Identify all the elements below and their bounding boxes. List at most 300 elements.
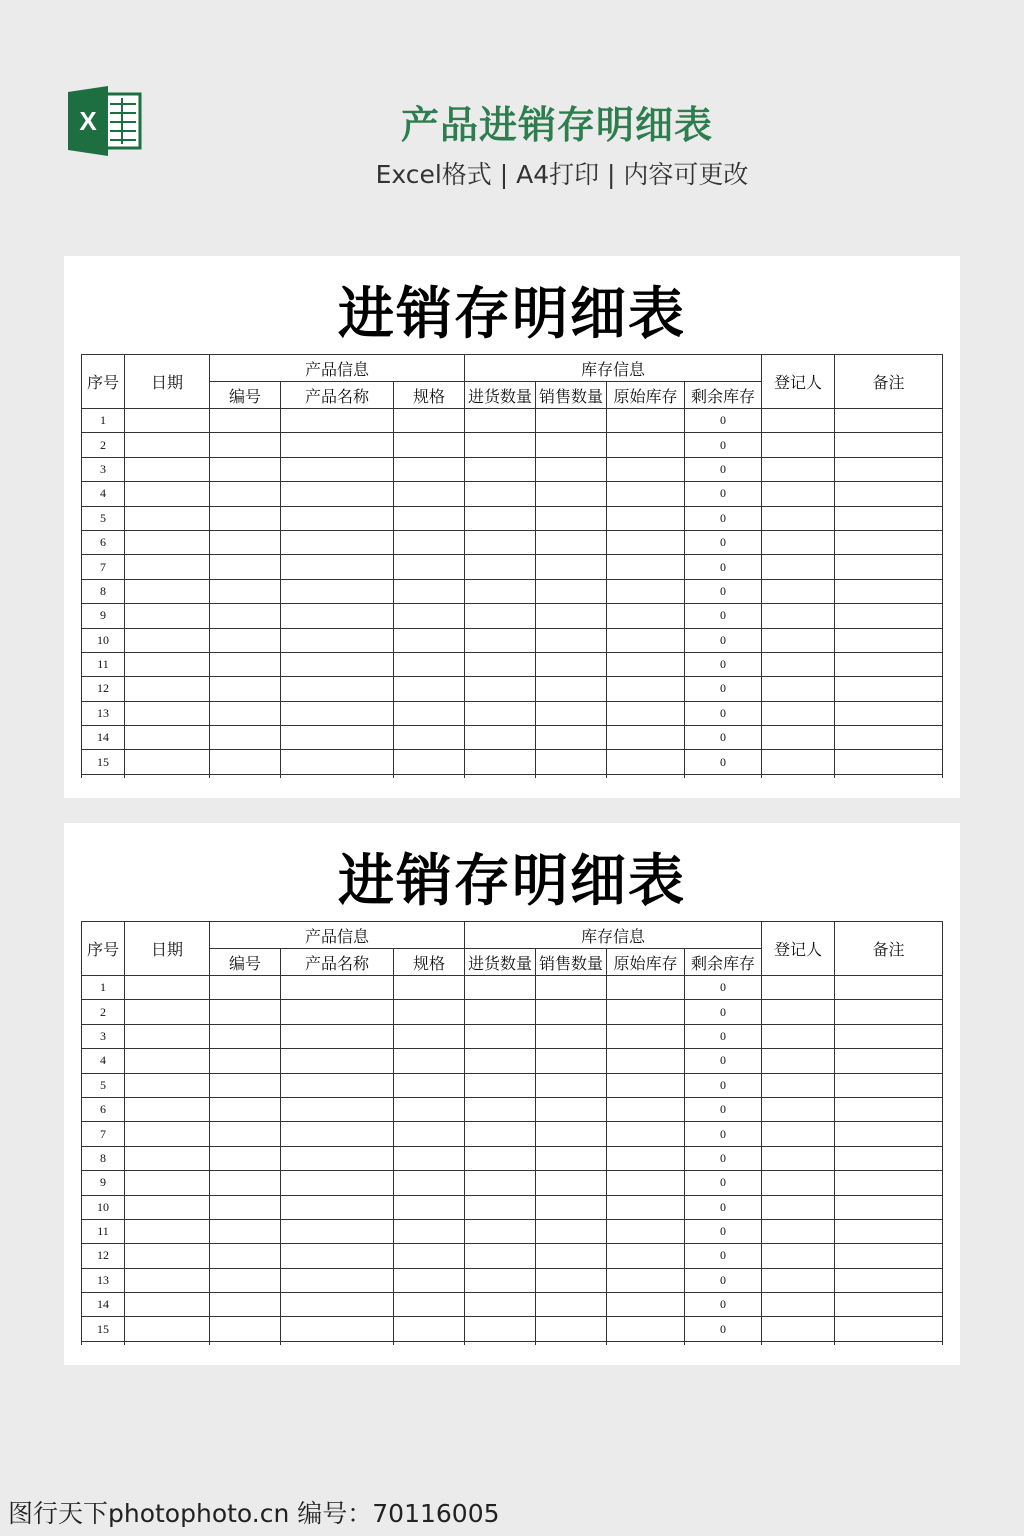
table-cell[interactable] bbox=[762, 701, 835, 725]
table-cell[interactable] bbox=[210, 457, 281, 481]
table-cell[interactable] bbox=[281, 482, 394, 506]
table-cell[interactable] bbox=[762, 530, 835, 554]
cell-remain-stock[interactable]: 0 bbox=[685, 1049, 762, 1073]
table-cell[interactable] bbox=[762, 457, 835, 481]
table-cell[interactable] bbox=[762, 750, 835, 774]
cell-seq[interactable]: 12 bbox=[82, 677, 125, 701]
cell-seq[interactable]: 14 bbox=[82, 726, 125, 750]
table-cell[interactable] bbox=[762, 1049, 835, 1073]
table-cell[interactable] bbox=[394, 482, 465, 506]
table-cell[interactable] bbox=[394, 1195, 465, 1219]
table-cell[interactable] bbox=[210, 409, 281, 433]
table-cell[interactable] bbox=[210, 701, 281, 725]
cell-seq[interactable]: 8 bbox=[82, 1146, 125, 1170]
table-cell[interactable] bbox=[762, 1219, 835, 1243]
table-cell[interactable] bbox=[762, 726, 835, 750]
cell-seq[interactable]: 2 bbox=[82, 433, 125, 457]
table-cell[interactable] bbox=[125, 701, 210, 725]
table-cell[interactable] bbox=[835, 457, 943, 481]
cell-seq[interactable]: 11 bbox=[82, 1219, 125, 1243]
table-cell[interactable] bbox=[394, 1097, 465, 1121]
table-cell[interactable] bbox=[465, 1317, 536, 1341]
table-cell[interactable] bbox=[125, 750, 210, 774]
table-cell[interactable] bbox=[394, 1146, 465, 1170]
table-cell[interactable] bbox=[762, 482, 835, 506]
cell-seq[interactable]: 2 bbox=[82, 1000, 125, 1024]
table-cell[interactable] bbox=[125, 1171, 210, 1195]
table-cell[interactable] bbox=[465, 976, 536, 1000]
table-cell[interactable] bbox=[281, 579, 394, 603]
table-cell[interactable] bbox=[536, 482, 607, 506]
table-cell[interactable] bbox=[465, 604, 536, 628]
cell-seq[interactable]: 13 bbox=[82, 1268, 125, 1292]
table-cell[interactable] bbox=[762, 1000, 835, 1024]
table-cell[interactable] bbox=[762, 409, 835, 433]
cell-remain-stock[interactable]: 0 bbox=[685, 750, 762, 774]
table-cell[interactable] bbox=[536, 1195, 607, 1219]
table-cell[interactable] bbox=[762, 1073, 835, 1097]
table-cell[interactable] bbox=[210, 482, 281, 506]
table-cell[interactable] bbox=[536, 1049, 607, 1073]
table-cell[interactable] bbox=[607, 555, 685, 579]
table-cell[interactable] bbox=[607, 1146, 685, 1170]
table-cell[interactable] bbox=[281, 726, 394, 750]
table-cell[interactable] bbox=[762, 555, 835, 579]
table-cell[interactable] bbox=[465, 433, 536, 457]
table-cell[interactable] bbox=[210, 677, 281, 701]
table-cell[interactable] bbox=[394, 1293, 465, 1317]
cell-remain-stock[interactable]: 0 bbox=[685, 1000, 762, 1024]
cell-remain-stock[interactable]: 0 bbox=[685, 1073, 762, 1097]
table-cell[interactable] bbox=[210, 604, 281, 628]
table-cell[interactable] bbox=[465, 457, 536, 481]
table-cell[interactable] bbox=[762, 1268, 835, 1292]
cell-remain-stock[interactable]: 0 bbox=[685, 1146, 762, 1170]
table-cell[interactable] bbox=[281, 604, 394, 628]
cell-remain-stock[interactable]: 0 bbox=[685, 506, 762, 530]
table-cell[interactable] bbox=[465, 1195, 536, 1219]
table-cell[interactable] bbox=[394, 1244, 465, 1268]
table-cell[interactable] bbox=[835, 579, 943, 603]
table-cell[interactable] bbox=[536, 506, 607, 530]
table-cell[interactable] bbox=[394, 579, 465, 603]
table-cell[interactable] bbox=[125, 1073, 210, 1097]
table-cell[interactable] bbox=[394, 604, 465, 628]
cell-seq[interactable]: 3 bbox=[82, 1024, 125, 1048]
table-cell[interactable] bbox=[281, 433, 394, 457]
table-cell[interactable] bbox=[762, 579, 835, 603]
table-cell[interactable] bbox=[125, 1122, 210, 1146]
table-cell[interactable] bbox=[210, 1024, 281, 1048]
table-cell[interactable] bbox=[465, 482, 536, 506]
table-cell[interactable] bbox=[210, 976, 281, 1000]
table-cell[interactable] bbox=[835, 677, 943, 701]
table-cell[interactable] bbox=[281, 677, 394, 701]
table-cell[interactable] bbox=[394, 1073, 465, 1097]
table-cell[interactable] bbox=[465, 1073, 536, 1097]
table-cell[interactable] bbox=[607, 1122, 685, 1146]
table-cell[interactable] bbox=[835, 1293, 943, 1317]
table-cell[interactable] bbox=[465, 555, 536, 579]
table-cell[interactable] bbox=[281, 1268, 394, 1292]
table-cell[interactable] bbox=[125, 1146, 210, 1170]
table-cell[interactable] bbox=[607, 628, 685, 652]
table-cell[interactable] bbox=[536, 750, 607, 774]
cell-remain-stock[interactable]: 0 bbox=[685, 1097, 762, 1121]
table-cell[interactable] bbox=[281, 1000, 394, 1024]
table-cell[interactable] bbox=[536, 1268, 607, 1292]
table-cell[interactable] bbox=[465, 726, 536, 750]
table-cell[interactable] bbox=[835, 506, 943, 530]
table-cell[interactable] bbox=[210, 750, 281, 774]
table-cell[interactable] bbox=[394, 1317, 465, 1341]
table-cell[interactable] bbox=[536, 555, 607, 579]
table-cell[interactable] bbox=[465, 506, 536, 530]
table-cell[interactable] bbox=[125, 604, 210, 628]
cell-remain-stock[interactable]: 0 bbox=[685, 433, 762, 457]
table-cell[interactable] bbox=[281, 1097, 394, 1121]
table-cell[interactable] bbox=[536, 1171, 607, 1195]
cell-seq[interactable]: 1 bbox=[82, 976, 125, 1000]
cell-remain-stock[interactable]: 0 bbox=[685, 976, 762, 1000]
cell-seq[interactable]: 15 bbox=[82, 1317, 125, 1341]
table-cell[interactable] bbox=[465, 1024, 536, 1048]
table-cell[interactable] bbox=[125, 482, 210, 506]
table-cell[interactable] bbox=[536, 1097, 607, 1121]
table-cell[interactable] bbox=[465, 1122, 536, 1146]
cell-remain-stock[interactable]: 0 bbox=[685, 555, 762, 579]
table-cell[interactable] bbox=[125, 579, 210, 603]
table-cell[interactable] bbox=[125, 677, 210, 701]
table-cell[interactable] bbox=[125, 628, 210, 652]
table-cell[interactable] bbox=[210, 1073, 281, 1097]
table-cell[interactable] bbox=[835, 976, 943, 1000]
table-cell[interactable] bbox=[281, 1171, 394, 1195]
table-cell[interactable] bbox=[210, 506, 281, 530]
table-cell[interactable] bbox=[835, 726, 943, 750]
table-cell[interactable] bbox=[125, 1293, 210, 1317]
table-cell[interactable] bbox=[210, 1317, 281, 1341]
table-cell[interactable] bbox=[394, 530, 465, 554]
table-cell[interactable] bbox=[835, 1268, 943, 1292]
table-cell[interactable] bbox=[465, 1049, 536, 1073]
cell-seq[interactable]: 10 bbox=[82, 1195, 125, 1219]
table-cell[interactable] bbox=[394, 457, 465, 481]
cell-remain-stock[interactable]: 0 bbox=[685, 701, 762, 725]
table-cell[interactable] bbox=[607, 976, 685, 1000]
table-cell[interactable] bbox=[607, 652, 685, 676]
table-cell[interactable] bbox=[762, 1317, 835, 1341]
table-cell[interactable] bbox=[210, 1293, 281, 1317]
table-cell[interactable] bbox=[210, 1244, 281, 1268]
table-cell[interactable] bbox=[835, 750, 943, 774]
cell-remain-stock[interactable]: 0 bbox=[685, 457, 762, 481]
table-cell[interactable] bbox=[394, 555, 465, 579]
table-cell[interactable] bbox=[125, 506, 210, 530]
table-cell[interactable] bbox=[394, 677, 465, 701]
cell-remain-stock[interactable]: 0 bbox=[685, 604, 762, 628]
table-cell[interactable] bbox=[465, 628, 536, 652]
table-cell[interactable] bbox=[762, 604, 835, 628]
table-cell[interactable] bbox=[125, 1268, 210, 1292]
cell-seq[interactable]: 10 bbox=[82, 628, 125, 652]
table-cell[interactable] bbox=[762, 976, 835, 1000]
table-cell[interactable] bbox=[607, 530, 685, 554]
table-cell[interactable] bbox=[536, 1146, 607, 1170]
table-cell[interactable] bbox=[536, 1122, 607, 1146]
table-cell[interactable] bbox=[536, 433, 607, 457]
cell-remain-stock[interactable]: 0 bbox=[685, 482, 762, 506]
table-cell[interactable] bbox=[281, 1049, 394, 1073]
table-cell[interactable] bbox=[536, 1293, 607, 1317]
table-cell[interactable] bbox=[536, 1317, 607, 1341]
table-cell[interactable] bbox=[607, 409, 685, 433]
table-cell[interactable] bbox=[281, 1122, 394, 1146]
table-cell[interactable] bbox=[762, 1146, 835, 1170]
table-cell[interactable] bbox=[125, 1195, 210, 1219]
cell-seq[interactable]: 15 bbox=[82, 750, 125, 774]
cell-seq[interactable]: 12 bbox=[82, 1244, 125, 1268]
table-cell[interactable] bbox=[394, 726, 465, 750]
table-cell[interactable] bbox=[536, 604, 607, 628]
table-cell[interactable] bbox=[465, 1268, 536, 1292]
cell-seq[interactable]: 3 bbox=[82, 457, 125, 481]
table-cell[interactable] bbox=[465, 409, 536, 433]
table-cell[interactable] bbox=[762, 1171, 835, 1195]
table-cell[interactable] bbox=[536, 1073, 607, 1097]
table-cell[interactable] bbox=[210, 652, 281, 676]
table-cell[interactable] bbox=[281, 652, 394, 676]
table-cell[interactable] bbox=[125, 1219, 210, 1243]
cell-remain-stock[interactable]: 0 bbox=[685, 1244, 762, 1268]
table-cell[interactable] bbox=[465, 1171, 536, 1195]
table-cell[interactable] bbox=[394, 628, 465, 652]
table-cell[interactable] bbox=[125, 1244, 210, 1268]
table-cell[interactable] bbox=[536, 652, 607, 676]
table-cell[interactable] bbox=[536, 409, 607, 433]
table-cell[interactable] bbox=[281, 1317, 394, 1341]
table-cell[interactable] bbox=[536, 976, 607, 1000]
cell-remain-stock[interactable]: 0 bbox=[685, 579, 762, 603]
table-cell[interactable] bbox=[607, 1244, 685, 1268]
table-cell[interactable] bbox=[607, 604, 685, 628]
table-cell[interactable] bbox=[607, 1268, 685, 1292]
cell-seq[interactable]: 5 bbox=[82, 506, 125, 530]
table-cell[interactable] bbox=[835, 1244, 943, 1268]
cell-seq[interactable]: 9 bbox=[82, 1171, 125, 1195]
table-cell[interactable] bbox=[607, 1317, 685, 1341]
table-cell[interactable] bbox=[125, 1049, 210, 1073]
table-cell[interactable] bbox=[465, 1219, 536, 1243]
table-cell[interactable] bbox=[394, 1268, 465, 1292]
table-cell[interactable] bbox=[835, 1024, 943, 1048]
cell-remain-stock[interactable]: 0 bbox=[685, 1268, 762, 1292]
table-cell[interactable] bbox=[210, 1049, 281, 1073]
table-cell[interactable] bbox=[394, 1000, 465, 1024]
cell-seq[interactable]: 9 bbox=[82, 604, 125, 628]
table-cell[interactable] bbox=[394, 506, 465, 530]
table-cell[interactable] bbox=[762, 1293, 835, 1317]
table-cell[interactable] bbox=[762, 506, 835, 530]
table-cell[interactable] bbox=[607, 1073, 685, 1097]
table-cell[interactable] bbox=[607, 701, 685, 725]
table-cell[interactable] bbox=[835, 1049, 943, 1073]
cell-remain-stock[interactable]: 0 bbox=[685, 409, 762, 433]
table-cell[interactable] bbox=[465, 1293, 536, 1317]
table-cell[interactable] bbox=[125, 1097, 210, 1121]
table-cell[interactable] bbox=[281, 530, 394, 554]
table-cell[interactable] bbox=[394, 750, 465, 774]
table-cell[interactable] bbox=[281, 1073, 394, 1097]
cell-remain-stock[interactable]: 0 bbox=[685, 1122, 762, 1146]
table-cell[interactable] bbox=[210, 579, 281, 603]
table-cell[interactable] bbox=[281, 506, 394, 530]
table-cell[interactable] bbox=[125, 409, 210, 433]
table-cell[interactable] bbox=[465, 1244, 536, 1268]
table-cell[interactable] bbox=[835, 1171, 943, 1195]
table-cell[interactable] bbox=[536, 530, 607, 554]
table-cell[interactable] bbox=[835, 1122, 943, 1146]
table-cell[interactable] bbox=[835, 1000, 943, 1024]
cell-seq[interactable]: 11 bbox=[82, 652, 125, 676]
cell-seq[interactable]: 14 bbox=[82, 1293, 125, 1317]
table-cell[interactable] bbox=[607, 433, 685, 457]
table-cell[interactable] bbox=[394, 976, 465, 1000]
table-cell[interactable] bbox=[607, 457, 685, 481]
table-cell[interactable] bbox=[281, 409, 394, 433]
table-cell[interactable] bbox=[281, 628, 394, 652]
table-cell[interactable] bbox=[465, 1146, 536, 1170]
table-cell[interactable] bbox=[607, 1000, 685, 1024]
table-cell[interactable] bbox=[465, 1097, 536, 1121]
table-cell[interactable] bbox=[607, 1293, 685, 1317]
cell-remain-stock[interactable]: 0 bbox=[685, 677, 762, 701]
cell-seq[interactable]: 4 bbox=[82, 1049, 125, 1073]
table-cell[interactable] bbox=[125, 652, 210, 676]
table-cell[interactable] bbox=[394, 652, 465, 676]
table-cell[interactable] bbox=[835, 604, 943, 628]
table-cell[interactable] bbox=[762, 1244, 835, 1268]
table-cell[interactable] bbox=[465, 579, 536, 603]
table-cell[interactable] bbox=[536, 579, 607, 603]
table-cell[interactable] bbox=[762, 1097, 835, 1121]
table-cell[interactable] bbox=[125, 555, 210, 579]
table-cell[interactable] bbox=[762, 652, 835, 676]
table-cell[interactable] bbox=[465, 701, 536, 725]
table-cell[interactable] bbox=[125, 726, 210, 750]
table-cell[interactable] bbox=[607, 726, 685, 750]
table-cell[interactable] bbox=[607, 1219, 685, 1243]
table-cell[interactable] bbox=[835, 555, 943, 579]
table-cell[interactable] bbox=[607, 1049, 685, 1073]
cell-seq[interactable]: 5 bbox=[82, 1073, 125, 1097]
table-cell[interactable] bbox=[210, 530, 281, 554]
table-cell[interactable] bbox=[465, 750, 536, 774]
table-cell[interactable] bbox=[210, 1000, 281, 1024]
table-cell[interactable] bbox=[394, 1219, 465, 1243]
table-cell[interactable] bbox=[465, 652, 536, 676]
table-cell[interactable] bbox=[835, 530, 943, 554]
table-cell[interactable] bbox=[536, 1219, 607, 1243]
table-cell[interactable] bbox=[394, 1049, 465, 1073]
table-cell[interactable] bbox=[465, 530, 536, 554]
table-cell[interactable] bbox=[536, 1000, 607, 1024]
table-cell[interactable] bbox=[210, 726, 281, 750]
table-cell[interactable] bbox=[536, 726, 607, 750]
cell-remain-stock[interactable]: 0 bbox=[685, 1195, 762, 1219]
table-cell[interactable] bbox=[762, 628, 835, 652]
table-cell[interactable] bbox=[394, 433, 465, 457]
cell-remain-stock[interactable]: 0 bbox=[685, 530, 762, 554]
table-cell[interactable] bbox=[835, 1317, 943, 1341]
table-cell[interactable] bbox=[210, 628, 281, 652]
table-cell[interactable] bbox=[607, 579, 685, 603]
cell-remain-stock[interactable]: 0 bbox=[685, 726, 762, 750]
cell-seq[interactable]: 7 bbox=[82, 555, 125, 579]
table-cell[interactable] bbox=[835, 1146, 943, 1170]
table-cell[interactable] bbox=[835, 409, 943, 433]
table-cell[interactable] bbox=[281, 1219, 394, 1243]
table-cell[interactable] bbox=[281, 1146, 394, 1170]
table-cell[interactable] bbox=[394, 1171, 465, 1195]
table-cell[interactable] bbox=[762, 677, 835, 701]
table-cell[interactable] bbox=[281, 457, 394, 481]
table-cell[interactable] bbox=[835, 433, 943, 457]
table-cell[interactable] bbox=[835, 701, 943, 725]
cell-remain-stock[interactable]: 0 bbox=[685, 1219, 762, 1243]
table-cell[interactable] bbox=[536, 1244, 607, 1268]
table-cell[interactable] bbox=[607, 677, 685, 701]
table-cell[interactable] bbox=[762, 433, 835, 457]
table-cell[interactable] bbox=[125, 976, 210, 1000]
table-cell[interactable] bbox=[835, 1219, 943, 1243]
table-cell[interactable] bbox=[210, 1171, 281, 1195]
table-cell[interactable] bbox=[762, 1122, 835, 1146]
cell-seq[interactable]: 4 bbox=[82, 482, 125, 506]
cell-remain-stock[interactable]: 0 bbox=[685, 628, 762, 652]
table-cell[interactable] bbox=[607, 750, 685, 774]
table-cell[interactable] bbox=[281, 555, 394, 579]
table-cell[interactable] bbox=[536, 677, 607, 701]
table-cell[interactable] bbox=[607, 482, 685, 506]
table-cell[interactable] bbox=[465, 677, 536, 701]
cell-seq[interactable]: 13 bbox=[82, 701, 125, 725]
table-cell[interactable] bbox=[281, 701, 394, 725]
table-cell[interactable] bbox=[607, 1097, 685, 1121]
table-cell[interactable] bbox=[210, 555, 281, 579]
cell-remain-stock[interactable]: 0 bbox=[685, 1317, 762, 1341]
cell-seq[interactable]: 1 bbox=[82, 409, 125, 433]
table-cell[interactable] bbox=[607, 1171, 685, 1195]
cell-seq[interactable]: 6 bbox=[82, 1097, 125, 1121]
cell-seq[interactable]: 6 bbox=[82, 530, 125, 554]
table-cell[interactable] bbox=[281, 1195, 394, 1219]
table-cell[interactable] bbox=[125, 1000, 210, 1024]
table-cell[interactable] bbox=[536, 1024, 607, 1048]
table-cell[interactable] bbox=[607, 506, 685, 530]
table-cell[interactable] bbox=[835, 628, 943, 652]
table-cell[interactable] bbox=[125, 530, 210, 554]
table-cell[interactable] bbox=[125, 1317, 210, 1341]
table-cell[interactable] bbox=[281, 976, 394, 1000]
table-cell[interactable] bbox=[210, 1122, 281, 1146]
table-cell[interactable] bbox=[125, 433, 210, 457]
table-cell[interactable] bbox=[835, 1073, 943, 1097]
cell-remain-stock[interactable]: 0 bbox=[685, 1293, 762, 1317]
table-cell[interactable] bbox=[210, 1195, 281, 1219]
table-cell[interactable] bbox=[281, 1244, 394, 1268]
table-cell[interactable] bbox=[607, 1024, 685, 1048]
